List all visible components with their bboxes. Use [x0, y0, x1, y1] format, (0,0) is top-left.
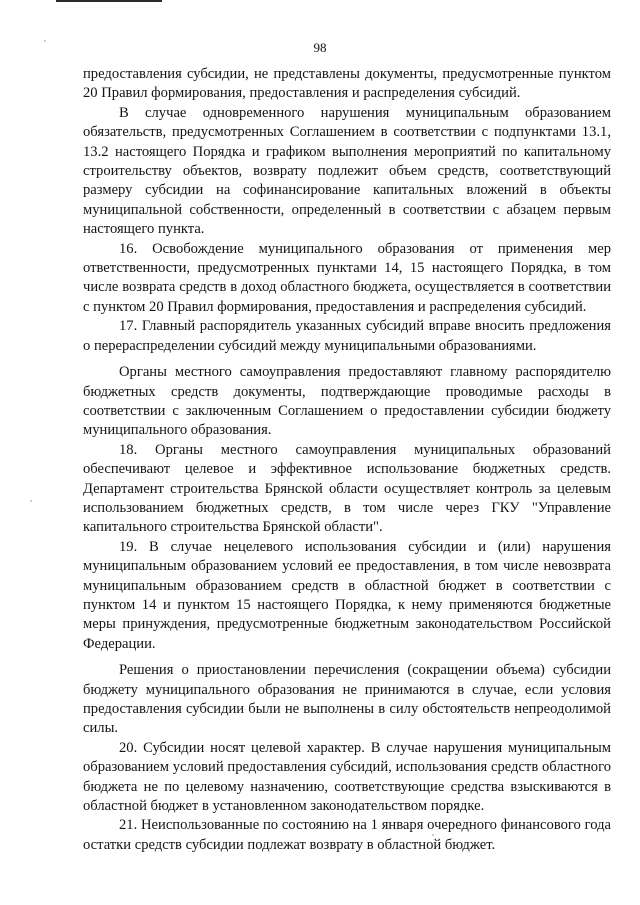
scan-speck	[432, 834, 434, 836]
paragraph-19: 19. В случае нецелевого использования субсидии и (или) нарушения муниципальным образованием условий ее предоставления, в том числе невозврата муниципальным образованием средств в областной бюджет в соответствии с пунктом 14 и пунктом 15 настоящего Порядка, к нему применяются бюджетные меры принуждения, предусмотренные бюджетным законодательством Российской Федерации.	[83, 538, 611, 652]
paragraph-continuation: предоставления субсидии, не представлены документы, предусмотренные пунктом 20 Правил формирования, предоставления и распределения субсидий.	[83, 66, 611, 102]
scan-speck	[44, 40, 46, 42]
paragraph-20: 20. Субсидии носят целевой характер. В случае нарушения муниципальным образованием условий предоставления субсидий, использования средств областного бюджета не по целевому назначению, соответствующие средства взыскиваются в областной бюджет в установленном законодательством порядке.	[83, 739, 611, 815]
paragraph-local-authorities-docs: Органы местного самоуправления предоставляют главному распорядителю бюджетных средств документы, подтверждающие проводимые расходы в соответствии с заключенным Соглашением о предоставлении субсидии бюджету муниципального образования.	[83, 364, 611, 439]
paragraph-21: 21. Неиспользованные по состоянию на 1 января очередного финансового года остатки средств субсидии подлежат возврату в областной бюджет.	[83, 817, 611, 853]
page-number: 98	[313, 40, 327, 55]
paragraph-17: 17. Главный распорядитель указанных субсидий вправе вносить предложения о перераспределении субсидий между муниципальными образованиями.	[83, 318, 611, 354]
paragraph-16: 16. Освобождение муниципального образования от применения мер ответственности, предусмотренных пунктами 14, 15 настоящего Порядка, в том числе возврата средств в доход областного бюджета, осуществляется в соответствии с пунктом 20 Правил формирования, предоставления и распределения субсидий.	[83, 240, 611, 315]
paragraph-18: 18. Органы местного самоуправления муниципальных образований обеспечивают целевое и эффективное использование бюджетных средств. Департамент строительства Брянской области осуществляет контроль за целевым использованием бюджетных средств, в том числе через ГКУ "Управление капитального строительства Брянской области".	[83, 441, 611, 536]
paragraph-suspension-decisions: Решения о приостановлении перечисления (сокращении объема) субсидии бюджету муниципального образования не принимаются в случае, если условия предоставления субсидии были не выполнены в силу обстоятельств непреодолимой силы.	[83, 662, 611, 737]
top-border-line	[56, 0, 162, 2]
scan-speck	[30, 500, 32, 502]
paragraph-simultaneous-violation: В случае одновременного нарушения муниципальным образованием обязательств, предусмотренных Соглашением в соответствии с подпунктами 13.1, 13.2 настоящего Порядка и графиком выполнения мероприятий по капитальному строительству объектов, возврату подлежит объем средств, соответствующий размеру субсидии на софинансирование капитальных вложений в объекты муниципальной собственности, определенный в соответствии с абзацем первым настоящего пункта.	[83, 104, 611, 238]
document-body	[83, 65, 611, 855]
